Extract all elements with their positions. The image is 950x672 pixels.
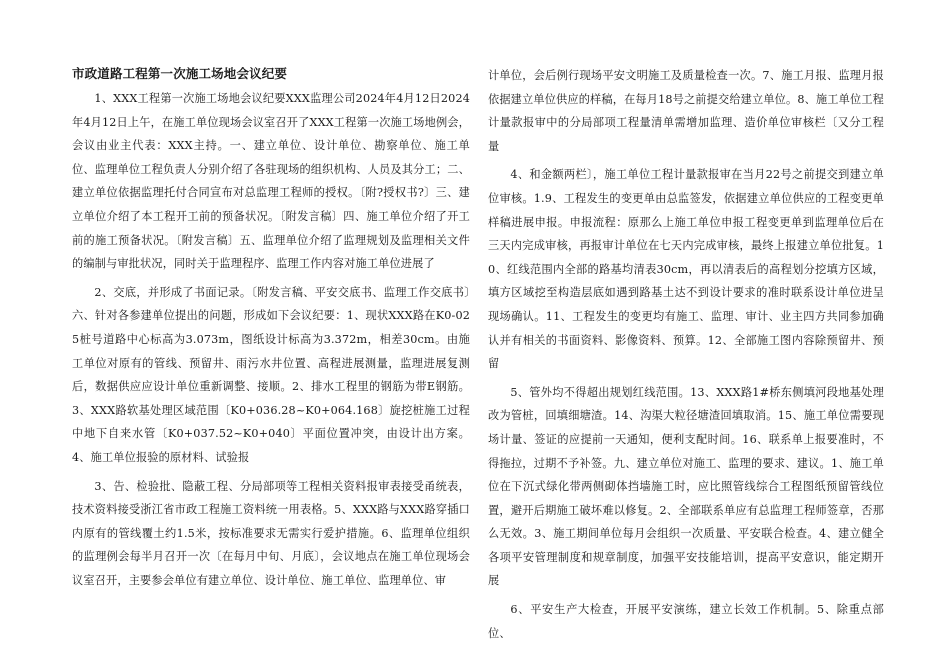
paragraph: 2、交底，并形成了书面记录。〔附发言稿、平安交底书、监理工作交底书〕六、针对各参建单位提出的问题，形成如下会议纪要：1、现状XXX路在K0-025桩号道路中心标高为3.073m，图纸设计标高为3.372m，相差30cm。由施工单位对原有的管线、预留井、雨污水井位置、高程进展测量，监理进展复测后，数据供应应设计单位重新调整、接顺。2、排水工程里的钢筋为带E钢筋。3、XXX路软基处理区域范围〔K0+036.28~K0+064.168〕旋挖桩施工过程中地下自来水管〔K0+037.52~K0+040〕平面位置冲突，由设计出方案。4、施工单位报验的原材料、试验报 [72,285,470,464]
paragraph: 5、管外均不得超出规划红线范围。13、XXX路1#桥东侧填河段地基处理改为管桩，回填细塘渣。14、沟渠大粒径塘渣回填取消。15、施工单位需要现场计量、签证的应提前一天通知，便利支配时间。16、联系单上报要准时，不得拖拉，过期不予补签。九、建立单位对施工、监理的要求、建议。1、施工单位在下沉式绿化带两侧砌体挡墙施工时，应比照管线综合工程图纸预留管线位置，避开后期施工破坏难以修复。2、全部联系单应有总监理工程师签章，否那么无效。3、施工期间单位每月会组织一次质量、平安联合检查。4、建立健全各项平安管理制度和规章制度，加强平安技能培训，提高平安意识，能定期开展 [488,385,884,588]
paragraph: 6、平安生产大检查，开展平安演练，建立长效工作机制。5、除重点部位、 [488,603,884,640]
paragraph: 4、和金额两栏〕，施工单位工程计量款报审在当月22号之前提交到建立单位审核。1.9、工程发生的变更单由总监签发，依据建立单位供应的工程变更单样稿进展申报。申报流程：原那么上施工单位申报工程变更单到监理单位后在三天内完成审核，再报审计单位在七天内完成审核，最终上报建立单位批复。10、红线范围内全部的路基均清表30cm，再以清表后的高程划分挖填方区域，填方区域挖至构造层底如遇到路基土达不到设计要求的准时联系设计单位进呈现场确认。11、工程发生的变更均有施工、监理、审计、业主四方共同参加确认并有相关的书面资料、影像资料、预算。12、全部施工图内容除预留井、预留 [488,168,884,371]
left-column [72,62,470,597]
paragraph: 3、告、检验批、隐蔽工程、分局部项等工程相关资料报审表接受甬统表，技术资料接受浙江省市政工程施工资料统一用表格。5、XXX路与XXX路穿插口内原有的管线覆土约1.5米，按标准要求无需实行爱护措施。6、监理单位组织的监理例会每半月召开一次〔在每月中旬、月底〕，会议地点在施工单位现场会议室召开，主要参会单位有建立单位、设计单位、施工单位、监理单位、审 [72,479,470,587]
paragraph: 1、XXX工程第一次施工场地会议纪要XXX监理公司2024年4月12日2024年4月12日上午，在施工单位现场会议室召开了XXX工程第一次施工场地例会，会议由业主代表：XXX主持。一、建立单位、设计单位、勘察单位、施工单位、监理单位工程负责人分别介绍了各驻现场的组织机构、人员及其分工；二、建立单位依据监理托付合同宣布对总监理工程师的授权。〔附?授权书?〕三、建立单位介绍了本工程开工前的预备状况。〔附发言稿〕四、施工单位介绍了开工前的施工预备状况。〔附发言稿〕五、监理单位介绍了监理规划及监理相关文件的编制与审批状况，同时关于监理程序、监理工作内容对施工单位进展了 [72,92,470,271]
right-column [488,64,884,650]
document-title: 市政道路工程第一次施工场地会议纪要 [72,66,288,81]
paragraph: 计单位，会后例行现场平安文明施工及质量检查一次。7、施工月报、监理月报依据建立单位供应的样稿，在每月18号之前提交给建立单位。8、施工单位工程计量款报审中的分局部项工程量清单需增加监理、造价单位审核栏〔又分工程量 [488,69,884,153]
